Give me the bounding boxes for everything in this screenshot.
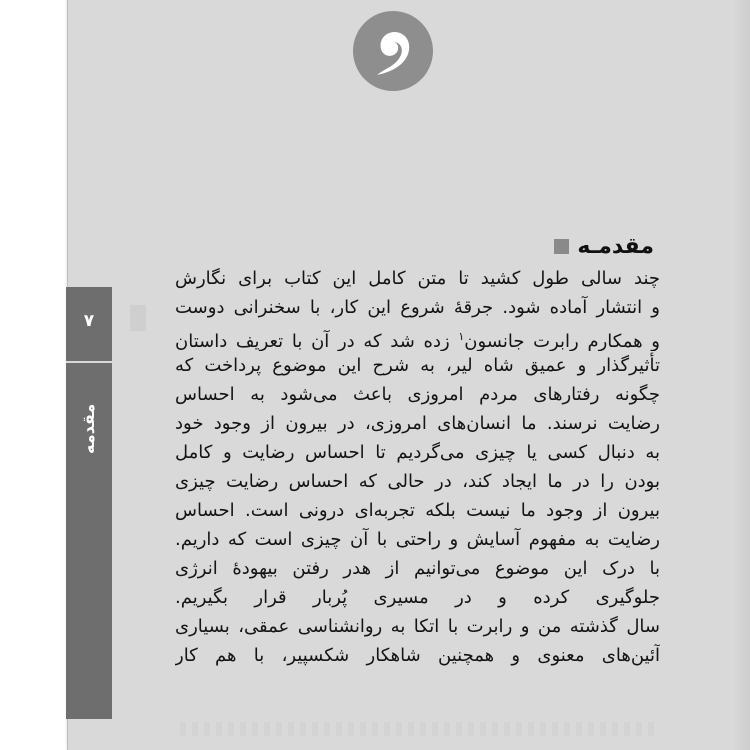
- publisher-logo-icon: [353, 11, 433, 91]
- text-line: چند سالی طول کشید تا متن کامل این کتاب برای نگارش: [175, 268, 660, 289]
- page-fold-mark: [130, 305, 146, 331]
- text-line-end: زده شد که در آن با تعریف داستان: [175, 331, 450, 351]
- text-line: تأثیرگذار و عمیق شاه لیر، به شرح این موضوع پرداخت که: [175, 355, 660, 376]
- footnote-marker: ۱: [458, 330, 465, 343]
- text-line: رضایت به مفهوم آسایش و راحتی با آن چیزی است که داریم.: [175, 529, 660, 550]
- text-line: بیرون از وجود ما نیست بلکه تجربه‌ای درونی است. احساس: [175, 500, 660, 521]
- section-title: مقدمـه: [577, 234, 654, 259]
- text-line: چگونه رفتارهای مردم امروزی باعث می‌شود به احساس: [175, 384, 660, 405]
- page-number: ۷: [83, 311, 95, 331]
- text-line-start: و همکارم رابرت جانسون: [464, 331, 660, 351]
- running-chapter-title: مقدمه: [79, 403, 98, 455]
- tab-divider: [66, 361, 112, 363]
- chapter-side-tab: [66, 287, 112, 719]
- section-heading: [554, 234, 654, 259]
- text-line: و انتشار آماده شود. جرقهٔ شروع این کار، با سخنرانی دوست: [175, 297, 660, 318]
- text-line: به دنبال کسی یا چیزی می‌گردیم تا احساس رضایت و کامل: [175, 442, 660, 463]
- next-line-fragment: [180, 722, 660, 736]
- text-line: [175, 322, 660, 351]
- text-line: سال گذشته من و رابرت با اتکا به روانشناسی عمقی، بسیاری: [175, 616, 660, 637]
- text-line: با درک این موضوع می‌توانیم از هدر رفتن بیهودهٔ انرژی: [175, 558, 660, 579]
- page-edge-shadow: [733, 0, 750, 750]
- text-line: رضایت نرسند. ما انسان‌های امروزی، در بیرون از وجود خود: [175, 413, 660, 434]
- text-line: آئین‌های معنوی و همچنین شاهکار شکسپیر، با هم کار: [175, 645, 660, 666]
- text-line: جلوگیری کرده و در مسیری پُربار قرار بگیریم.: [175, 587, 660, 608]
- heading-bullet-icon: [554, 239, 569, 254]
- body-text: [175, 264, 660, 670]
- text-line: بودن را در ما ایجاد کند، در حالی که احساس رضایت چیزی: [175, 471, 660, 492]
